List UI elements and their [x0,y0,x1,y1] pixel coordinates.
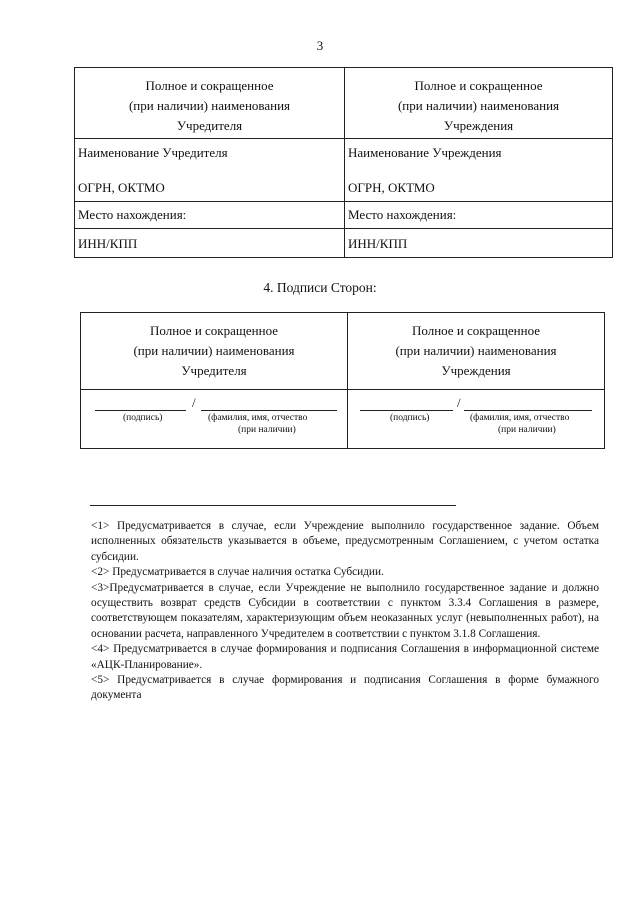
founder-name-cell [75,139,345,202]
footnote-1: <1> Предусматривается в случае, если Учреждение выполнило государственное задание. Объем исполненных обязательств указывается в объеме, предусмотренным Соглашением, с учетом остатка субсидии. [91,520,599,563]
institution-inn-cell [345,229,613,258]
institution-address-cell [345,202,613,229]
founder-name-label: Наименование Учредителя [78,145,228,160]
founder-name-line [201,410,337,411]
founder-signature-header-cell [81,313,348,390]
institution-signature-header-line: (при наличии) наименования [395,343,557,358]
institution-name-caption-note: (при наличии) [498,425,556,435]
institution-signature-header-line: Учреждения [441,363,511,378]
founder-signature-caption: (подпись) [123,413,163,423]
founder-header-line: Учредителя [176,118,243,133]
founder-name-caption: (фамилия, имя, отчество [208,413,308,423]
footnote-3: <3>Предусматривается в случае, если Учреждение не выполнило государственное задание и должно осуществить возврат средств Субсидии в соответствии с пунктом 3.3.4 Соглашения в размере, соответствующем показателям, характеризующим объем неоказанных услуг (невыполненных работ), на основании расчета, направленного Учредителем в соответствии с пунктом 3.1.8 Соглашения. [91,581,599,640]
founder-header-line: Полное и сокращенное [145,78,274,93]
founder-inn-label: ИНН/КПП [78,236,138,251]
founder-header-line: (при наличии) наименования [128,98,291,113]
founder-header-cell [75,68,345,139]
institution-signature-line [360,410,453,411]
institution-signature-header-line: Полное и сокращенное [411,323,541,338]
footnote-5: <5> Предусматривается в случае формирования и подписания Соглашения в форме бумажного документа [91,674,599,702]
institution-header-line: Учреждения [443,118,514,133]
requisites-table [74,67,613,258]
page-number: 3 [316,38,324,53]
founder-name-caption-note: (при наличии) [238,425,296,435]
institution-signature-caption: (подпись) [390,413,430,423]
institution-name-cell [345,139,613,202]
founder-inn-cell [75,229,345,258]
institution-signature-separator: / [457,395,461,410]
founder-ogrn-label: ОГРН, ОКТМО [78,180,165,195]
founder-address-label: Место нахождения: [78,207,187,222]
institution-signature-header-cell [348,313,605,390]
founder-signature-header-line: (при наличии) наименования [133,343,295,358]
institution-header-cell [345,68,613,139]
institution-signature-cell [348,390,605,449]
signatures-table [80,312,605,449]
signatures-section-title: 4. Подписи Сторон: [263,280,377,295]
institution-name-label: Наименование Учреждения [348,145,502,160]
institution-header-line: (при наличии) наименования [397,98,560,113]
footnote-separator [90,505,456,506]
founder-signature-header-line: Полное и сокращенное [149,323,279,338]
institution-ogrn-label: ОГРН, ОКТМО [348,180,435,195]
institution-inn-label: ИНН/КПП [348,236,408,251]
founder-signature-line [95,410,186,411]
founder-address-cell [75,202,345,229]
institution-address-label: Место нахождения: [348,207,457,222]
institution-header-line: Полное и сокращенное [414,78,543,93]
footnote-2: <2> Предусматривается в случае наличия остатка Субсидии. [91,566,384,579]
institution-name-line [464,410,592,411]
founder-signature-header-line: Учредителя [181,363,247,378]
founder-signature-separator: / [192,395,196,410]
footnotes-block [91,519,599,704]
founder-signature-cell [81,390,348,449]
institution-name-caption: (фамилия, имя, отчество [470,413,570,423]
footnote-4: <4> Предусматривается в случае формирования и подписания Соглашения в информационной системе «АЦК-Планирование». [91,643,599,671]
